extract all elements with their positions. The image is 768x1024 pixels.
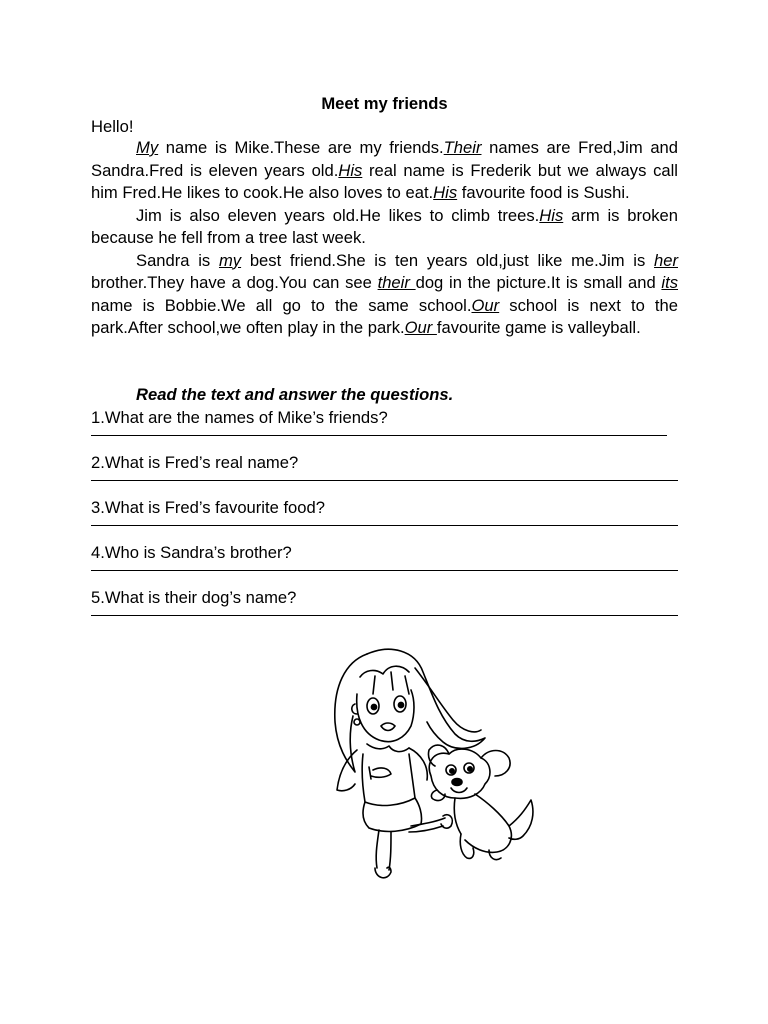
highlighted-word: Our [404, 318, 437, 337]
story-text-run: real name is Frederik but we always call him Fred.He likes to cook.He also loves to eat. [91, 160, 678, 202]
story-text-run: names are Fred,Jim and Sandra.Fred is eleven years old. [91, 138, 679, 180]
highlighted-word: His [539, 205, 564, 225]
question-text: 3.What is Fred’s favourite food? [91, 498, 325, 517]
highlighted-word: Our [471, 295, 500, 315]
highlighted-word: My [136, 138, 159, 157]
story-text-run: school is next to the park.After school,we often play in the park. [91, 295, 678, 337]
story-text-run: Sandra is [136, 250, 219, 270]
answer-line[interactable] [91, 480, 678, 481]
highlighted-word: her [654, 250, 678, 270]
highlighted-word: Their [443, 138, 482, 157]
answer-line[interactable] [91, 570, 678, 571]
story-text-run: favourite food is Sushi. [457, 183, 630, 202]
question-text: 4.Who is Sandra’s brother? [91, 543, 292, 562]
story-text-run: best friend.She is ten years old,just like me.Jim is [241, 250, 655, 270]
story-text-run: name is Mike.These are my friends. [158, 138, 444, 157]
question-3 [91, 497, 678, 526]
answer-line[interactable] [91, 435, 667, 436]
question-text: 1.What are the names of Mike’s friends? [91, 408, 388, 427]
question-1 [91, 407, 678, 436]
highlighted-word: their [377, 273, 416, 292]
story-text-run: Jim is also eleven years old.He likes to climb trees. [136, 205, 540, 225]
question-5 [91, 587, 678, 616]
greeting: Hello! [91, 117, 134, 136]
question-text: 2.What is Fred’s real name? [91, 453, 299, 472]
question-text: 5.What is their dog’s name? [91, 588, 297, 607]
story-paragraph-1 [91, 137, 678, 205]
story-text-run: brother.They have a dog.You can see [91, 273, 378, 292]
highlighted-word: my [218, 250, 242, 270]
answer-line[interactable] [91, 615, 678, 616]
highlighted-word: His [433, 183, 458, 202]
story-paragraph-2 [91, 205, 678, 250]
answer-line[interactable] [91, 525, 678, 526]
highlighted-word: His [338, 160, 363, 180]
dog-figure [428, 745, 532, 860]
question-2 [91, 452, 678, 481]
question-4 [91, 542, 678, 571]
page-title: Meet my friends [321, 94, 448, 113]
story-text-run: dog in the picture.It is small and [415, 273, 662, 292]
story-paragraph-3 [91, 250, 678, 340]
instructions: Read the text and answer the questions. [136, 385, 454, 404]
girl-and-dog-illustration [305, 642, 555, 888]
story-text-run: name is Bobbie.We all go to the same school. [91, 295, 472, 315]
story-text [91, 137, 678, 340]
story-text-run: arm is broken because he fell from a tree last week. [91, 205, 678, 247]
story-text-run: favourite game is valleyball. [436, 318, 641, 337]
girl-figure [335, 649, 485, 877]
highlighted-word: its [661, 273, 679, 292]
